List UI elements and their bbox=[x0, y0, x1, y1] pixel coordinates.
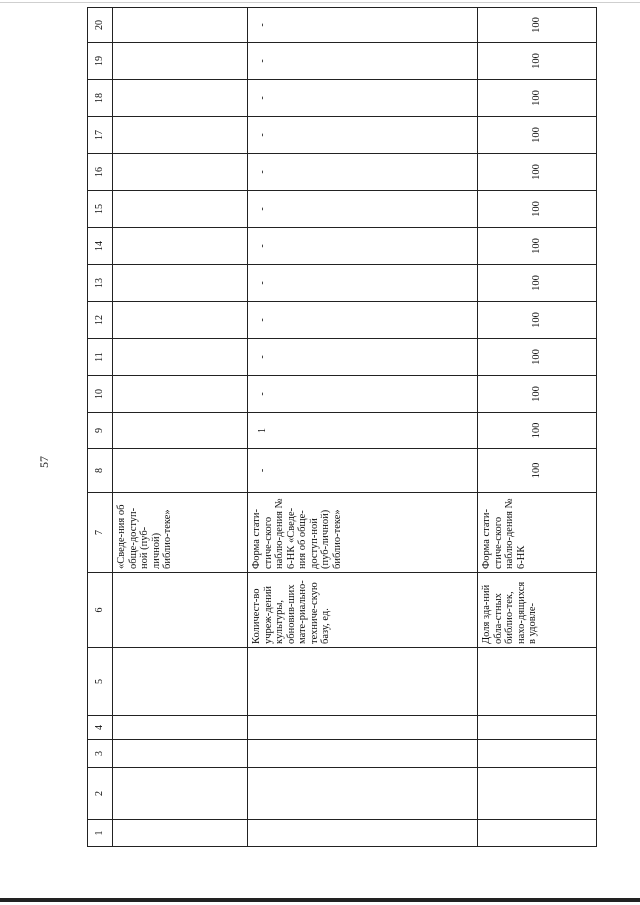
data-source-cell: Форма стати-стиче-ского наблю-дения № 6-НК bbox=[478, 493, 597, 573]
table-cell bbox=[248, 768, 478, 820]
column-number: 1 bbox=[88, 820, 113, 847]
value-cell bbox=[248, 413, 478, 449]
column-number: 4 bbox=[88, 716, 113, 740]
column-number: 19 bbox=[88, 43, 113, 80]
value-text: - bbox=[257, 170, 268, 174]
value-cell bbox=[248, 228, 478, 265]
column-number: 6 bbox=[88, 573, 113, 648]
column-number: 12 bbox=[88, 302, 113, 339]
table-cell bbox=[248, 740, 478, 768]
value-cell bbox=[248, 43, 478, 80]
column-number: 18 bbox=[88, 80, 113, 117]
column-number: 15 bbox=[88, 191, 113, 228]
value-cell bbox=[113, 191, 248, 228]
value-text: - bbox=[257, 468, 268, 473]
table-cell bbox=[248, 648, 478, 716]
value-cell: 100 bbox=[478, 339, 597, 376]
column-number: 14 bbox=[88, 228, 113, 265]
column-number: 16 bbox=[88, 154, 113, 191]
value-text: - bbox=[257, 244, 268, 248]
column-number: 7 bbox=[88, 493, 113, 573]
value-cell: 100 bbox=[478, 302, 597, 339]
column-number: 3 bbox=[88, 740, 113, 768]
column-number: 5 bbox=[88, 648, 113, 716]
value-cell bbox=[248, 8, 478, 43]
column-number: 2 bbox=[88, 768, 113, 820]
table-row bbox=[248, 8, 478, 847]
column-number: 20 bbox=[88, 8, 113, 43]
table-cell bbox=[248, 716, 478, 740]
data-source-cell: Форма стати-стиче-ского наблю-дения № 6-НК «Сведе-ния об обще-доступ-ной (пуб-личной) библио-теке» bbox=[248, 493, 478, 573]
value-cell bbox=[113, 413, 248, 449]
value-cell: 100 bbox=[478, 43, 597, 80]
table-cell bbox=[113, 820, 248, 847]
value-cell bbox=[248, 80, 478, 117]
value-cell bbox=[113, 43, 248, 80]
value-cell bbox=[248, 376, 478, 413]
table-cell bbox=[478, 740, 597, 768]
value-text: - bbox=[257, 59, 268, 63]
column-number: 11 bbox=[88, 339, 113, 376]
table-cell bbox=[478, 820, 597, 847]
column-number-row bbox=[88, 8, 113, 847]
table-cell bbox=[478, 716, 597, 740]
value-cell bbox=[113, 302, 248, 339]
value-cell: 100 bbox=[478, 8, 597, 43]
value-cell: 100 bbox=[478, 154, 597, 191]
value-cell bbox=[113, 449, 248, 493]
value-cell: 100 bbox=[478, 117, 597, 154]
value-cell: 100 bbox=[478, 413, 597, 449]
value-cell bbox=[113, 117, 248, 154]
value-cell bbox=[113, 8, 248, 43]
value-text: - bbox=[257, 133, 268, 137]
column-number: 9 bbox=[88, 413, 113, 449]
column-number: 10 bbox=[88, 376, 113, 413]
table-cell bbox=[478, 768, 597, 820]
value-text: - bbox=[257, 96, 268, 100]
value-text: - bbox=[257, 318, 268, 322]
table-cell bbox=[478, 648, 597, 716]
indicator-table bbox=[87, 7, 597, 847]
value-cell: 100 bbox=[478, 376, 597, 413]
value-cell bbox=[113, 228, 248, 265]
indicator-name-cell: Доля зда-ний обла-стных библио-тек, нахо-дящихся в удовле- bbox=[478, 573, 597, 648]
value-text: 1 bbox=[257, 428, 268, 433]
value-cell: 100 bbox=[478, 449, 597, 493]
value-cell bbox=[248, 265, 478, 302]
value-text: - bbox=[257, 281, 268, 285]
table-cell bbox=[248, 820, 478, 847]
value-cell bbox=[113, 376, 248, 413]
value-text: - bbox=[257, 355, 268, 359]
table-row bbox=[478, 8, 597, 847]
value-cell bbox=[248, 449, 478, 493]
value-cell bbox=[113, 265, 248, 302]
value-cell: 100 bbox=[478, 228, 597, 265]
value-cell bbox=[113, 154, 248, 191]
value-text: - bbox=[257, 23, 268, 27]
value-cell: 100 bbox=[478, 191, 597, 228]
value-cell bbox=[113, 339, 248, 376]
data-source-cell: «Сведе-ния об обще-доступ-ной (пуб-личной) библио-теке» bbox=[113, 493, 248, 573]
value-cell bbox=[248, 154, 478, 191]
value-cell: 100 bbox=[478, 265, 597, 302]
column-number: 8 bbox=[88, 449, 113, 493]
bottom-edge-line bbox=[0, 898, 640, 902]
top-edge-line bbox=[0, 2, 640, 3]
value-cell bbox=[248, 339, 478, 376]
column-number: 17 bbox=[88, 117, 113, 154]
table-cell bbox=[113, 716, 248, 740]
table-cell bbox=[113, 740, 248, 768]
table-cell bbox=[113, 768, 248, 820]
value-text: - bbox=[257, 392, 268, 396]
value-text: - bbox=[257, 207, 268, 211]
column-number: 13 bbox=[88, 265, 113, 302]
rotated-table-container bbox=[87, 17, 591, 847]
indicator-name-cell: Количест-во учреж-дений культуры, обновив-ших мате-риально-техниче-скую базу, ед. bbox=[248, 573, 478, 648]
indicator-name-cell bbox=[113, 573, 248, 648]
table-row bbox=[113, 8, 248, 847]
value-cell bbox=[248, 117, 478, 154]
page-number: 57 bbox=[37, 456, 51, 468]
table-cell bbox=[113, 648, 248, 716]
value-cell: 100 bbox=[478, 80, 597, 117]
value-cell bbox=[248, 191, 478, 228]
value-cell bbox=[248, 302, 478, 339]
value-cell bbox=[113, 80, 248, 117]
